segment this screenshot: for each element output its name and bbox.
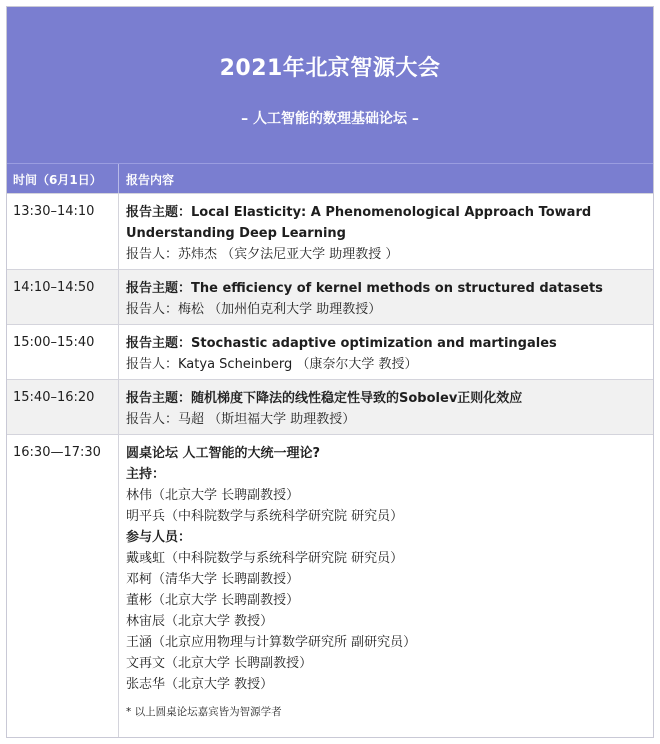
session-topic: 报告主题：Local Elasticity: A Phenomenological Approach Toward Understanding Deep Learning [126, 205, 592, 241]
host-item: 林伟（北京大学 长聘副教授） [126, 488, 300, 503]
session-speaker: 报告人：马超 （斯坦福大学 助理教授） [126, 412, 356, 427]
header-time: 时间（6月1日） [7, 164, 119, 193]
session-topic: 报告主题：Stochastic adaptive optimization and martingales [126, 336, 557, 351]
participant-item: 林宙辰（北京大学 教授） [126, 614, 274, 629]
table-row [7, 193, 653, 269]
roundtable-content [119, 435, 653, 738]
session-time: 15:40–16:20 [7, 380, 119, 434]
forum-subtitle: – 人工智能的数理基础论坛 – [241, 111, 419, 127]
session-content [119, 194, 653, 269]
participant-item: 邓柯（清华大学 长聘副教授） [126, 572, 300, 587]
participants-label: 参与人员： [126, 530, 192, 545]
header-content: 报告内容 [126, 173, 175, 187]
session-topic: 报告主题：The efficiency of kernel methods on structured datasets [126, 281, 603, 296]
session-time: 15:00–15:40 [7, 325, 119, 379]
participant-item: 董彬（北京大学 长聘副教授） [126, 593, 300, 608]
host-item: 明平兵（中科院数学与系统科学研究院 研究员） [126, 509, 404, 524]
participant-item: 文再文（北京大学 长聘副教授） [126, 656, 313, 671]
session-time: 16:30—17:30 [7, 435, 119, 738]
session-speaker: 报告人：苏炜杰 （宾夕法尼亚大学 助理教授 ） [126, 247, 399, 262]
session-speaker: 报告人：Katya Scheinberg （康奈尔大学 教授） [126, 357, 418, 372]
session-topic: 报告主题：随机梯度下降法的线性稳定性导致的Sobolev正则化效应 [126, 391, 523, 406]
banner [7, 7, 653, 163]
participant-item: 张志华（北京大学 教授） [126, 677, 274, 692]
session-content [119, 270, 653, 324]
session-time: 14:10–14:50 [7, 270, 119, 324]
table-row [7, 324, 653, 379]
event-title: 2021年北京智源大会 [219, 56, 441, 81]
session-speaker: 报告人：梅松 （加州伯克利大学 助理教授） [126, 302, 382, 317]
table-header [7, 163, 653, 193]
agenda-sheet [6, 6, 654, 738]
table-row-roundtable [7, 434, 653, 738]
host-label: 主持： [126, 467, 166, 482]
participant-item: 戴彧虹（中科院数学与系统科学研究院 研究员） [126, 551, 404, 566]
table-row [7, 379, 653, 434]
session-content [119, 380, 653, 434]
roundtable-title: 圆桌论坛 人工智能的大统一理论? [126, 446, 321, 461]
session-time: 13:30–14:10 [7, 194, 119, 269]
table-row [7, 269, 653, 324]
session-content [119, 325, 653, 379]
roundtable-note: * 以上圆桌论坛嘉宾皆为智源学者 [126, 706, 282, 718]
participant-item: 王涵（北京应用物理与计算数学研究所 副研究员） [126, 635, 417, 650]
